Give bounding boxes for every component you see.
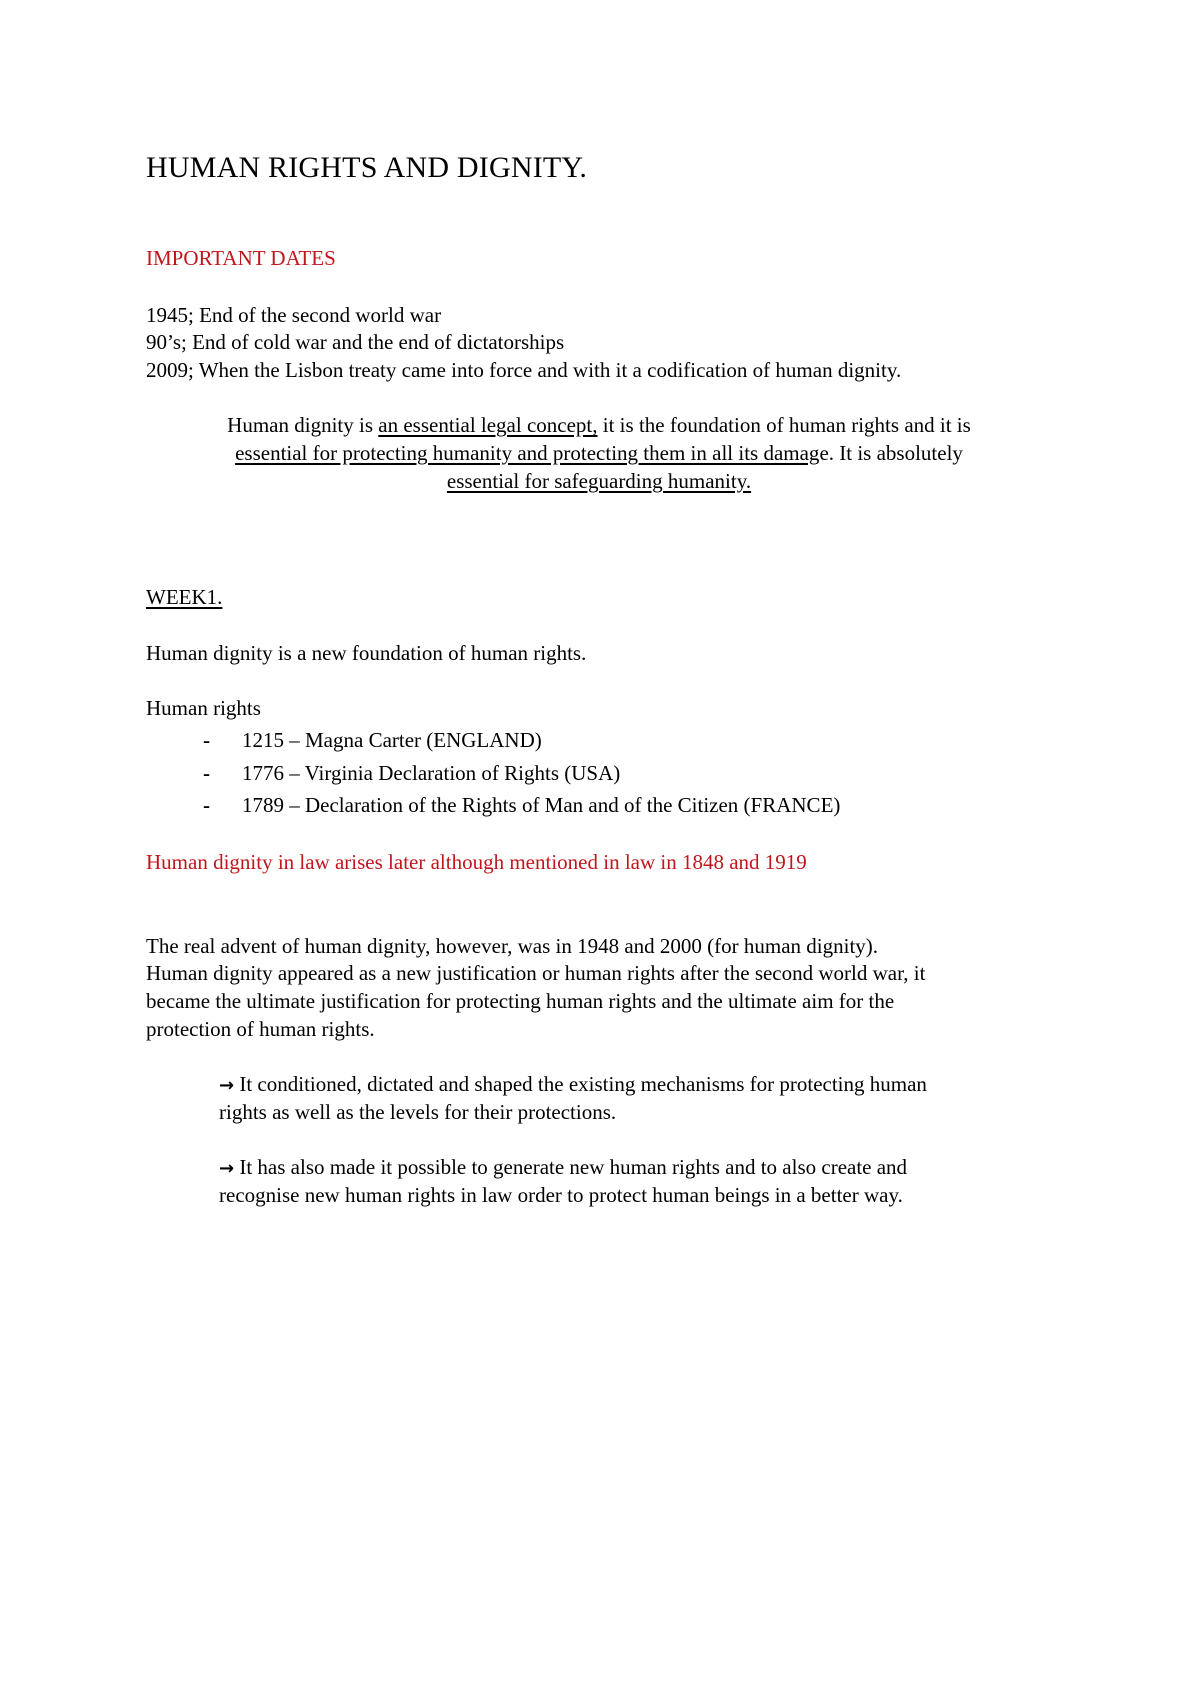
week1-intro: Human dignity is a new foundation of human rights. (146, 641, 587, 665)
paragraph-line: protection of human rights. (146, 1017, 375, 1041)
arrow-point-text: It has also made it possible to generate new human rights and to also create and (234, 1155, 908, 1179)
dignity-statement-line-1 (146, 412, 1052, 439)
date-item-2009: 2009; When the Lisbon treaty came into force and with it a codification of human dignity. (146, 358, 902, 382)
human-rights-list-title: Human rights (146, 696, 261, 720)
paragraph-line: became the ultimate justification for protecting human rights and the ultimate aim for the (146, 989, 895, 1013)
dignity-statement-underlined: an essential legal concept, (378, 413, 598, 437)
arrow-point-1-line-1 (219, 1071, 927, 1099)
arrow-right-icon: → (219, 1075, 235, 1096)
list-bullet: - (203, 793, 210, 817)
red-note: Human dignity in law arises later although mentioned in law in 1848 and 1919 (146, 850, 807, 874)
dignity-statement-underlined: essential for protecting humanity and protecting them in all its damag (235, 441, 820, 465)
arrow-point-2-line-2: recognise new human rights in law order to protect human beings in a better way. (219, 1183, 903, 1207)
arrow-right-icon: → (219, 1158, 235, 1179)
dignity-statement-text: it is the foundation of human rights and it is (597, 413, 971, 437)
dignity-statement-line-3 (146, 468, 1052, 495)
document-title: HUMAN RIGHTS AND DIGNITY. (146, 151, 588, 184)
date-item-1945: 1945; End of the second world war (146, 303, 442, 327)
list-bullet: - (203, 761, 210, 785)
paragraph-line: Human dignity appeared as a new justification or human rights after the second world war, it (146, 961, 926, 985)
dignity-statement-text: e. It is absolutely (819, 441, 963, 465)
paragraph-line: The real advent of human dignity, however, was in 1948 and 2000 (for human dignity). (146, 934, 879, 958)
arrow-point-text: It conditioned, dictated and shaped the existing mechanisms for protecting human (234, 1072, 927, 1096)
important-dates-heading: IMPORTANT DATES (146, 246, 336, 270)
list-item: 1789 – Declaration of the Rights of Man and of the Citizen (FRANCE) (242, 793, 841, 817)
list-item: 1776 – Virginia Declaration of Rights (USA) (242, 761, 621, 785)
date-item-90s: 90’s; End of cold war and the end of dictatorships (146, 330, 565, 354)
dignity-statement-line-2 (146, 440, 1052, 467)
week1-heading: WEEK1. (146, 585, 223, 609)
arrow-point-1-line-2: rights as well as the levels for their protections. (219, 1100, 617, 1124)
dignity-statement-underlined: essential for safeguarding humanity. (446, 469, 752, 493)
list-item: 1215 – Magna Carter (ENGLAND) (242, 728, 542, 752)
arrow-point-2-line-1 (219, 1154, 907, 1182)
dignity-statement-text: Human dignity is (227, 413, 379, 437)
list-bullet: - (203, 728, 210, 752)
